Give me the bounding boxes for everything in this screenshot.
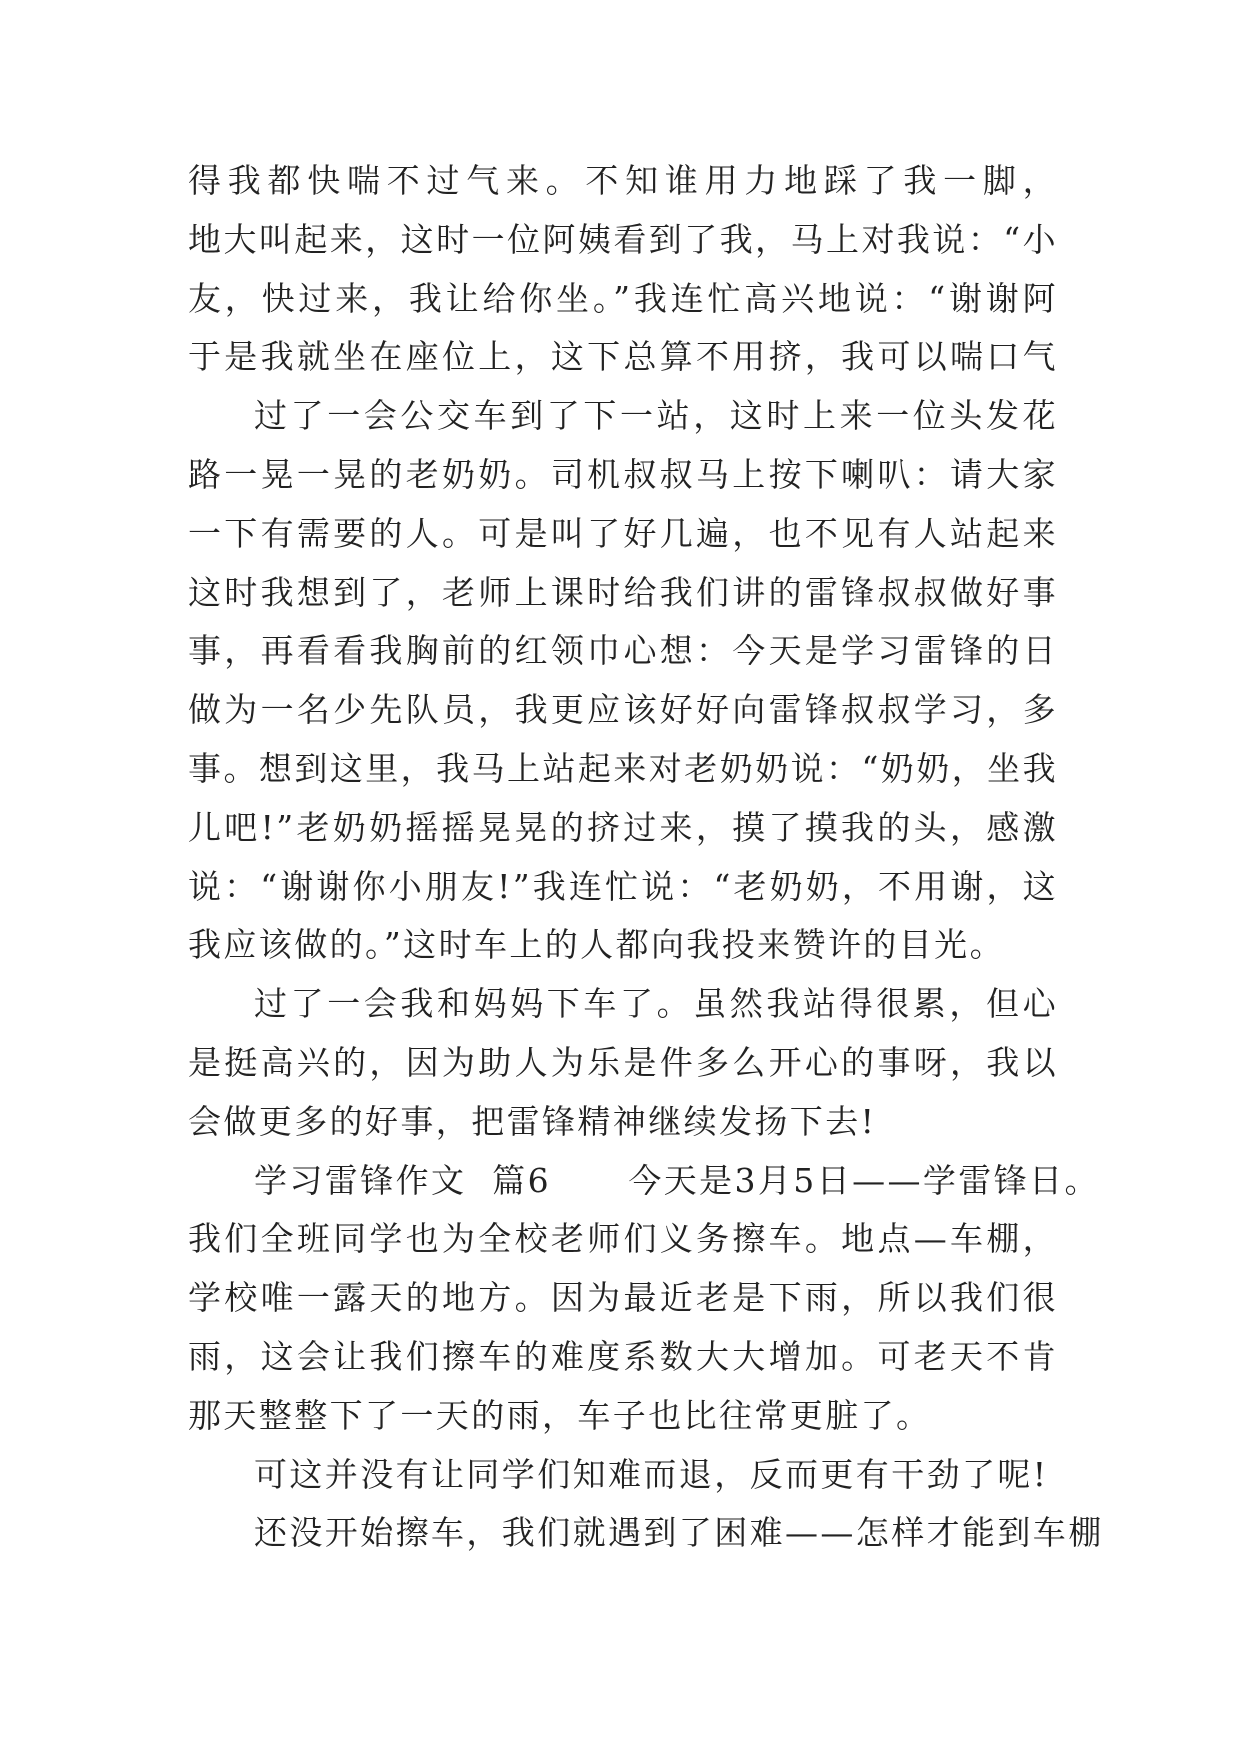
text-line: 路一晃一晃的老奶奶。司机叔叔马上按下喇叭：请大家	[188, 454, 1058, 494]
text-line: 地大叫起来，这时一位阿姨看到了我，马上对我说：“小	[188, 219, 1058, 259]
text-line: 学校唯一露天的地方。因为最近老是下雨，所以我们很	[188, 1278, 1058, 1318]
body-text	[188, 152, 1104, 1563]
text-line: 可这并没有让同学们知难而退，反而更有干劲了呢!	[254, 1454, 1049, 1494]
text-line: 我们全班同学也为全校老师们义务擦车。地点—车棚，	[188, 1219, 1058, 1259]
text-line: 于是我就坐在座位上，这下总算不用挤，我可以喘口气	[188, 337, 1058, 377]
text-line: 过了一会公交车到了下一站，这时上来一位头发花	[254, 396, 1058, 436]
text-line: 还没开始擦车，我们就遇到了困难——怎样才能到车棚	[254, 1513, 1104, 1553]
text-line: 说：“谢谢你小朋友!”我连忙说：“老奶奶，不用谢，这	[188, 866, 1058, 906]
text-line: 那天整整下了一天的雨，车子也比往常更脏了。	[188, 1395, 932, 1435]
text-line: 友，快过来，我让给你坐。”我连忙高兴地说：“谢谢阿	[188, 278, 1058, 318]
text-line: 一下有需要的人。可是叫了好几遍，也不见有人站起来	[188, 513, 1058, 553]
text-line: 会做更多的好事，把雷锋精神继续发扬下去!	[188, 1101, 877, 1141]
text-line: 我应该做的。”这时车上的人都向我投来赞许的目光。	[188, 925, 1005, 965]
text-line: 做为一名少先队员，我更应该好好向雷锋叔叔学习，多	[188, 690, 1058, 730]
text-line: 得我都快喘不过气来。不知谁用力地踩了我一脚，	[188, 161, 1058, 200]
text-line: 事，再看看我胸前的红领巾心想：今天是学习雷锋的日	[188, 631, 1058, 671]
section-heading-line: 学习雷锋作文 篇6 今天是3月5日——学雷锋日。	[254, 1160, 1100, 1200]
text-line: 这时我想到了，老师上课时给我们讲的雷锋叔叔做好事	[188, 572, 1058, 612]
text-line: 儿吧!”老奶奶摇摇晃晃的挤过来，摸了摸我的头，感激	[188, 807, 1058, 847]
text-line: 事。想到这里，我马上站起来对老奶奶说：“奶奶，坐我	[188, 748, 1058, 788]
text-line: 过了一会我和妈妈下车了。虽然我站得很累，但心	[254, 984, 1058, 1024]
text-line: 雨，这会让我们擦车的难度系数大大增加。可老天不肯	[188, 1336, 1058, 1376]
text-line: 是挺高兴的，因为助人为乐是件多么开心的事呀，我以	[188, 1042, 1058, 1082]
